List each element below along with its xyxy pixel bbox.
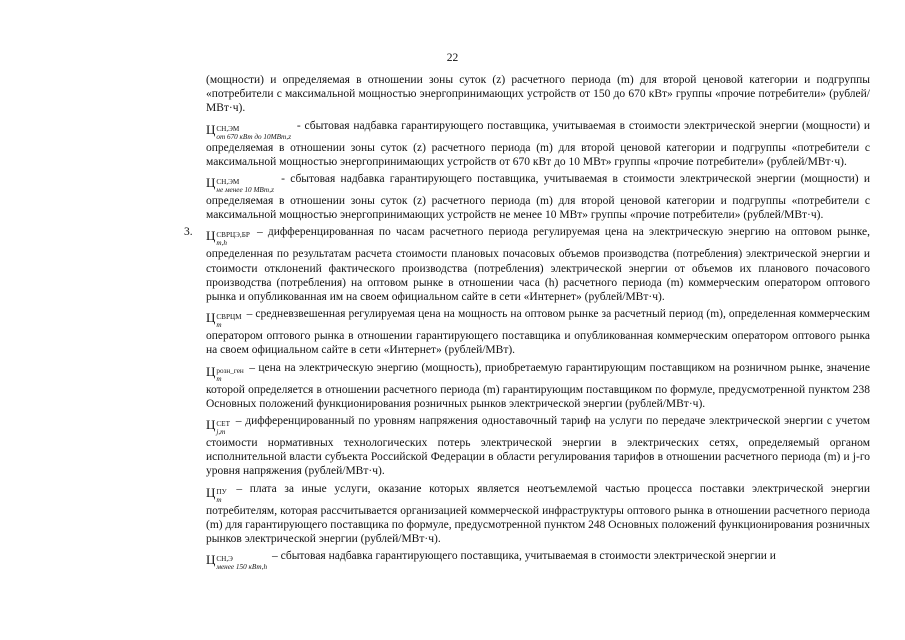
paragraph-text: – дифференцированная по часам расчетного периода регулируемая цена на электрическую энергию на оптовом рынке, определенная по результатам расчета стоимости плановых почасовых объемов производства (потребления) электрической энергии и стоимости отклонений фактического производства (потребления) электрической энергии от объемов их планового почасового производства (потребления) на оптовом рынке в отношении часа (h) расчетного периода (m) коммерческим оператором оптового рынка и опубликованная им на своем официальном сайте в сети «Интернет» (рублей/МВт·ч).: [206, 226, 871, 304]
symbol-subscript: менее 150 кВт,h: [216, 563, 268, 572]
symbol-base: Ц: [206, 228, 216, 244]
symbol-superscript: СВРЦМ: [216, 313, 242, 322]
symbol-superscript: СВРЦЭ,БР: [216, 231, 250, 240]
paragraph: [206, 73, 870, 116]
symbol-base: Ц: [206, 484, 216, 500]
paragraph: [206, 172, 870, 222]
formula-symbol: [206, 310, 242, 330]
paragraph-text: – средневзвешенная регулируемая цена на мощность на оптовом рынке за расчетный период (m), определенная коммерческим оператором оптового рынка в отношении гарантирующего поставщика и опубликованная коммерческим оператором оптового рынка на своем официальном сайте в сети «Интернет» (рублей/МВт).: [206, 308, 871, 357]
symbol-base: Ц: [206, 121, 216, 137]
symbol-superscript: СН,Э: [216, 555, 233, 564]
symbol-subscript: m: [216, 495, 222, 504]
symbol-superscript: СЕТ: [216, 420, 230, 429]
symbol-superscript: ПУ: [216, 487, 227, 496]
paragraph: [184, 225, 871, 304]
symbol-subscript: не менее 10 МВт,z: [216, 186, 274, 195]
paragraph-text: – плата за иные услуги, оказание которых является неотъемлемой частью процесса поставки электрической энергии потребителям, которая рассчитывается организацией коммерческой инфраструктуры оптового рынка в отношении расчетного периода (m) для гарантирующего поставщика по формуле, предусмотренной пунктом 248 Основных положений функционирования розничных рынков электрической энергии (рублей/МВт·ч).: [206, 482, 870, 546]
symbol-base: Ц: [206, 417, 216, 433]
formula-symbol: [206, 417, 230, 437]
paragraph: [206, 414, 870, 479]
paragraph: [206, 361, 870, 411]
paragraph-text: - сбытовая надбавка гарантирующего поставщика, учитываемая в стоимости электрической энергии (мощности) и определяемая в отношении зоны суток (z) расчетного периода (m) для второй ценовой категории и подгруппы «потребители с максимальной мощностью энергопринимающих устройств не менее 10 МВт» группы «прочие потребители» (рублей/МВт·ч).: [206, 173, 871, 222]
symbol-subscript: от 670 кВт до 10МВт,z: [216, 132, 292, 141]
paragraph: [206, 549, 870, 571]
formula-symbol: [206, 363, 244, 383]
formula-symbol: [206, 228, 250, 248]
list-item-number: 3.: [184, 226, 193, 239]
symbol-base: Ц: [206, 552, 216, 568]
paragraph: [206, 119, 870, 169]
paragraph: [206, 482, 870, 547]
paragraph-text: - сбытовая надбавка гарантирующего поставщика, учитываемая в стоимости электрической энергии (мощности) и определяемая в отношении зоны суток (z) расчетного периода (m) для второй ценовой категории и подгруппы «потребители с максимальной мощностью энергопринимающих устройств от 670 кВт до 10 МВт» группы «прочие потребители» (рублей/МВт·ч).: [206, 119, 871, 168]
paragraph-text: (мощности) и определяемая в отношении зоны суток (z) расчетного периода (m) для второй ценовой категории и подгруппы «потребители с максимальной мощностью энергопринимающих устройств от 150 до 670 кВт» группы «прочие потребители» (рублей/МВт·ч).: [206, 74, 870, 115]
symbol-superscript: СН,ЭМ: [216, 178, 240, 187]
formula-symbol: [206, 552, 268, 572]
symbol-subscript: m: [216, 374, 222, 383]
symbol-subscript: j,m: [216, 428, 226, 437]
symbol-base: Ц: [206, 310, 216, 326]
formula-symbol: [206, 121, 292, 141]
paragraph-text: – дифференцированный по уровням напряжения одноставочный тариф на услуги по передаче электрической энергии с учетом стоимости нормативных технологических потерь электрической энергии в электрических сетях, определяемый органом исполнительной власти субъекта Российской Федерации в области регулирования тарифов в отношении расчетного периода (m) и j-го уровня напряжения (рублей/МВт·ч).: [206, 415, 870, 478]
formula-symbol: [206, 484, 227, 504]
symbol-subscript: m,h: [216, 239, 227, 248]
paragraph: [206, 307, 870, 357]
paragraph-text: – цена на электрическую энергию (мощность), приобретаемую гарантирующим поставщиком на розничном рынке, значение которой определяется в отношении расчетного периода (m) гарантирующим поставщиком по формуле, предусмотренной пунктом 238 Основных положений функционирования розничных рынков электрической энергии (рублей/МВт·ч).: [206, 361, 870, 410]
symbol-base: Ц: [206, 175, 216, 191]
document-body: [184, 73, 871, 574]
page-number: 22: [446, 52, 459, 64]
formula-symbol: [206, 175, 274, 195]
symbol-superscript: СН,ЭМ: [216, 124, 240, 133]
symbol-subscript: m: [216, 321, 222, 330]
paragraph-text: – сбытовая надбавка гарантирующего поставщика, учитываемая в стоимости электрической энергии и: [271, 550, 776, 563]
symbol-superscript: розн_ген: [216, 366, 244, 375]
symbol-base: Ц: [206, 363, 216, 379]
